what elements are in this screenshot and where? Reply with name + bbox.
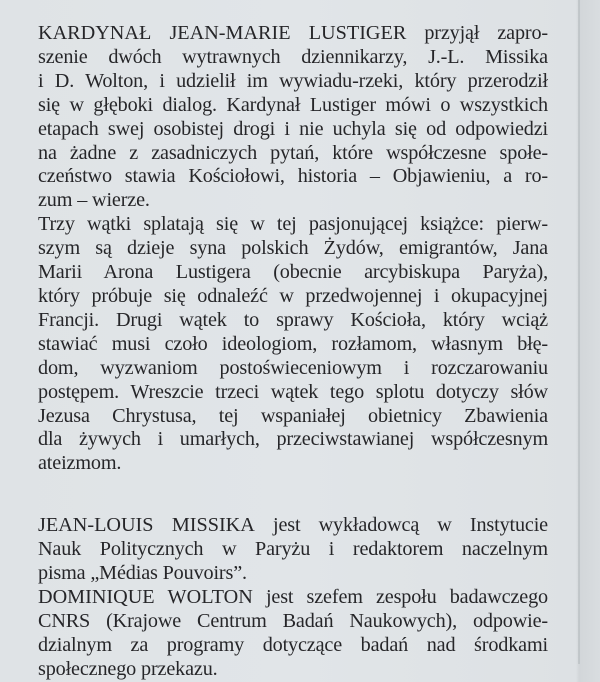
page-edge (578, 0, 580, 664)
text-line: etapach swej osobistej drogi i nie uchyla się od odpowiedzi (38, 117, 548, 140)
paragraph-threads (38, 213, 548, 476)
text-line: dla żywych i umarłych, przeciwstawianej współczesnym (38, 428, 548, 451)
paragraph-gap (38, 476, 548, 514)
paragraph-wolton: DOMINIQUE WOLTON jest szefem zespołu badawczego CNRS (Krajowe Centrum Badań Naukowych), odpowie- dzialnym za programy dotyczące badań nad środkami społecznego przekazu. (38, 585, 548, 680)
text-line: Marii Arona Lustigera (obecnie arcybiskupa Paryża), (38, 261, 548, 284)
paragraph-intro: KARDYNAŁ JEAN-MARIE LUSTIGER przyjął zapro- szenie dwóch wytrawnych dziennikarzy, J.-L. Missika i D. Wolton, i udzielił im wywiadu-rzeki, który przerodził się w głęboki dialog. Kardynał Lustiger mówi o wszystkich etapach swej osobistej drogi i nie uchyla się od odpowiedzi na żadne z zasadniczych pytań, które współczesne społe- czeństwo stawia Kościołowi, historia – Objawieniu, a ro- zum – wierze. (38, 22, 548, 212)
text-line: pisma „Médias Pouvoirs”. (38, 562, 247, 585)
text-line: Trzy wątki splatają się w tej pasjonującej książce: pierw- (38, 213, 548, 236)
author-name: JEAN-LOUIS MISSIKA (38, 514, 255, 537)
text-line: Jezusa Chrystusa, tej wspaniałej obietnicy Zbawienia (38, 404, 548, 427)
text-line: i D. Wolton, i udzielił im wywiadu-rzeki, który przerodził (38, 69, 548, 92)
text-line: szenie dwóch wytrawnych dziennikarzy, J.-L. Missika (38, 45, 548, 68)
text-line: CNRS (Krajowe Centrum Badań Naukowych), odpowie- (38, 609, 548, 632)
text-line: zum – wierze. (38, 189, 150, 212)
text-line: ateizmom. (38, 452, 122, 475)
text-line: Francji. Drugi wątek to sprawy Kościoła, który wciąż (38, 308, 548, 331)
back-cover-text (38, 22, 548, 682)
text-line: szym są dzieje syna polskich Żydów, emigrantów, Jana (38, 237, 548, 260)
text-line: Nauk Politycznych w Paryżu i redaktorem naczelnym (38, 538, 548, 561)
text-line: społecznego przekazu. (38, 657, 218, 680)
text-line: dom, wyzwaniom postoświeceniowym i rozczarowaniu (38, 356, 548, 379)
text-line: na żadne z zasadniczych pytań, które współczesne społe- (38, 141, 548, 164)
text-line: dzialnym za programy dotyczące badań nad środkami (38, 633, 548, 656)
text-line: czeństwo stawia Kościołowi, historia – Objawieniu, a ro- (38, 165, 548, 188)
author-name: KARDYNAŁ JEAN-MARIE LUSTIGER (38, 22, 407, 44)
author-name: DOMINIQUE WOLTON (38, 585, 253, 608)
text-line: się w głęboki dialog. Kardynał Lustiger mówi o wszystkich (38, 93, 548, 116)
text-line: stawiać musi czoło ideologiom, rozłamom, własnym błę- (38, 332, 548, 355)
text-line: który próbuje się odnaleźć w przedwojennej i okupacyjnej (38, 284, 548, 307)
paragraph-missika: JEAN-LOUIS MISSIKA jest wykładowcą w Instytucie Nauk Politycznych w Paryżu i redaktorem naczelnym pisma „Médias Pouvoirs”. (38, 514, 548, 585)
text-line: postępem. Wreszcie trzeci wątek tego splotu dotyczy słów (38, 380, 548, 403)
